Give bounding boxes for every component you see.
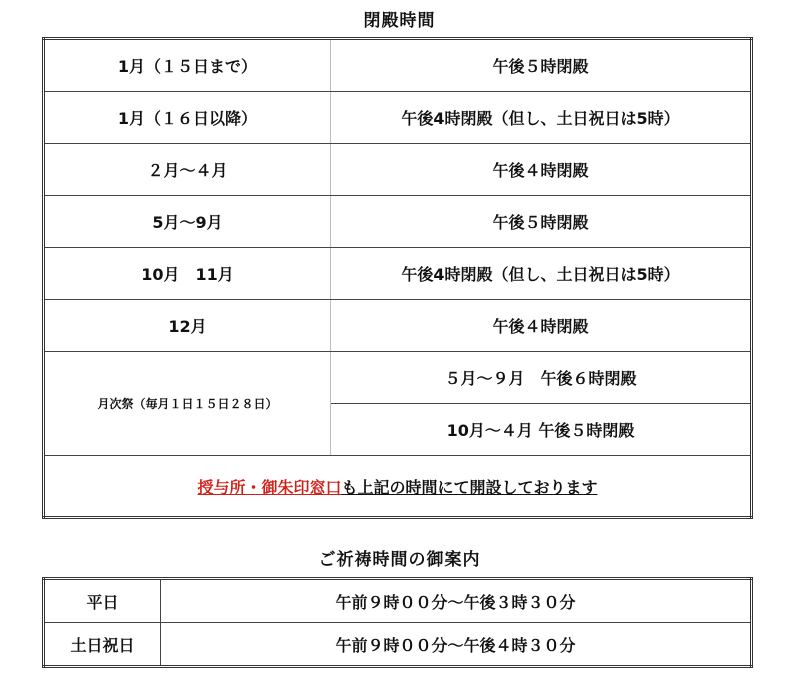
prayer-hours-table [42,577,753,668]
prayer-hours-title: ご祈祷時間の御案内 [318,550,481,570]
table-row [44,579,752,623]
closing-hours-table [42,37,753,519]
closing-time-cell: 午後４時閉殿 [331,144,752,196]
table-row [44,92,752,144]
table-row [44,300,752,352]
closing-hours-title: 閉殿時間 [363,11,436,31]
table-row [44,623,752,667]
closing-time-cell: 午後４時閉殿 [331,300,752,352]
closing-time-cell: 午後５時閉殿 [331,196,752,248]
period-cell: 5月～9月 [44,196,331,248]
table-row [44,248,752,300]
closing-time-cell: 午後4時閉殿（但し、土日祝日は5時） [331,92,752,144]
closing-time-cell: 午後4時閉殿（但し、土日祝日は5時） [331,248,752,300]
closing-time-cell: 10月～４月 午後５時閉殿 [331,404,752,456]
period-cell: 10月 11月 [44,248,331,300]
notice-text: も上記の時間にて開設しております [341,477,598,497]
notice-row [44,456,752,518]
period-cell: ２月～４月 [44,144,331,196]
prayer-time-cell: 午前９時００分～午後４時３０分 [335,635,576,655]
notice-highlight-text: 授与所・御朱印窓口 [197,477,342,497]
table-row [44,352,752,404]
table-row [44,196,752,248]
day-type-cell: 平日 [44,579,161,623]
table-row [44,39,752,92]
period-cell: 12月 [44,300,331,352]
period-cell: 1月（１６日以降） [44,92,331,144]
table-row [44,144,752,196]
notice-cell [44,456,752,518]
closing-time-cell: ５月～９月 午後６時閉殿 [331,352,752,404]
period-cell: 1月（１５日まで） [44,39,331,92]
day-type-cell: 土日祝日 [44,623,161,667]
closing-time-cell: 午後５時閉殿 [331,39,752,92]
prayer-time-cell: 午前９時００分～午後３時３０分 [161,579,752,623]
monthly-festival-cell: 月次祭（毎月１日１５日２８日） [44,352,331,456]
